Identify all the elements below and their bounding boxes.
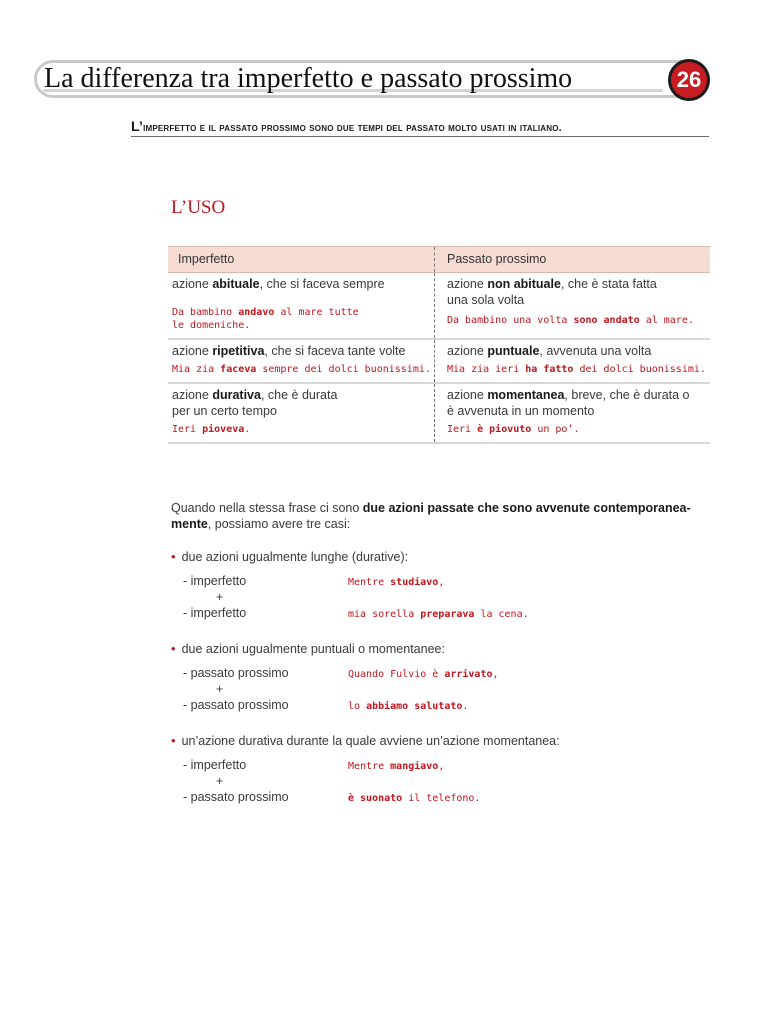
table-cell-imperfetto (168, 340, 434, 382)
case-title: due azioni ugualmente lunghe (durative): (181, 550, 409, 564)
header-passato-prossimo: Passato prossimo (434, 247, 710, 272)
usage-description: azione durativa, che è durata per un certo tempo (172, 388, 338, 418)
plus-sign: + (216, 590, 224, 604)
example-sentence: Ieri è piovuto un po’. (447, 424, 580, 435)
case-item (171, 549, 711, 621)
tense-label: - imperfetto (183, 758, 247, 772)
header-imperfetto: Imperfetto (178, 252, 235, 266)
bullet-icon: • (171, 549, 176, 564)
table-row (168, 340, 710, 384)
example-sentence: Da bambino andavo al mare tutte le domeniche. (172, 307, 359, 331)
usage-description: azione abituale, che si faceva sempre (172, 277, 385, 291)
usage-description: azione ripetitiva, che si faceva tante volte (172, 344, 406, 358)
tense-label: - passato prossimo (183, 698, 289, 712)
example-sentence: è suonato il telefono. (348, 793, 481, 804)
table-cell-passato-prossimo (434, 384, 710, 442)
tense-label: - passato prossimo (183, 666, 289, 680)
table-cell-passato-prossimo (434, 340, 710, 382)
example-sentence: Mentre mangiavo, (348, 761, 445, 772)
table-header-row (168, 246, 710, 273)
tense-label: - imperfetto (183, 606, 247, 620)
usage-description: azione non abituale, che è stata fatta una sola volta (447, 277, 657, 307)
intro-paragraph: Quando nella stessa frase ci sono due azioni passate che sono avvenute contemporanea-mente, possiamo avere tre casi: (171, 501, 691, 531)
table-cell-passato-prossimo (434, 273, 710, 338)
example-sentence: Mia zia ieri ha fatto dei dolci buonissimi. (447, 364, 706, 375)
table-cell-imperfetto (168, 273, 434, 338)
table-cell-imperfetto (168, 384, 434, 442)
case-item (171, 641, 711, 713)
case-title: un’azione durativa durante la quale avviene un’azione momentanea: (181, 734, 560, 748)
section-title: L’USO (171, 197, 226, 218)
example-sentence: Da bambino una volta sono andato al mare. (447, 315, 694, 326)
bullet-icon: • (171, 733, 176, 748)
bullet-icon: • (171, 641, 176, 656)
plus-sign: + (216, 774, 224, 788)
usage-description: azione puntuale, avvenuta una volta (447, 344, 652, 358)
example-sentence: mia sorella preparava la cena. (348, 609, 529, 620)
page-title: La differenza tra imperfetto e passato prossimo (44, 63, 573, 94)
case-title: due azioni ugualmente puntuali o momentanee: (181, 642, 445, 656)
page-subtitle (131, 118, 709, 137)
usage-description: azione momentanea, breve, che è durata o è avvenuta in un momento (447, 388, 690, 418)
example-sentence: Mentre studiavo, (348, 577, 445, 588)
example-sentence: lo abbiamo salutato. (348, 701, 469, 712)
subtitle-text: imperfetto e il passato prossimo sono due tempi del passato molto usati in italiano. (143, 122, 562, 134)
plus-sign: + (216, 682, 224, 696)
example-sentence: Quando Fulvio è arrivato, (348, 669, 499, 680)
table-row (168, 273, 710, 340)
example-sentence: Mia zia faceva sempre dei dolci buonissimi. (172, 364, 431, 375)
tense-label: - passato prossimo (183, 790, 289, 804)
chapter-number-badge: 26 (668, 59, 710, 101)
tense-label: - imperfetto (183, 574, 247, 588)
example-sentence: Ieri pioveva. (172, 424, 251, 435)
table-row (168, 384, 710, 444)
usage-table (168, 246, 710, 444)
case-item (171, 733, 711, 805)
subtitle-initial: L’ (131, 118, 144, 134)
